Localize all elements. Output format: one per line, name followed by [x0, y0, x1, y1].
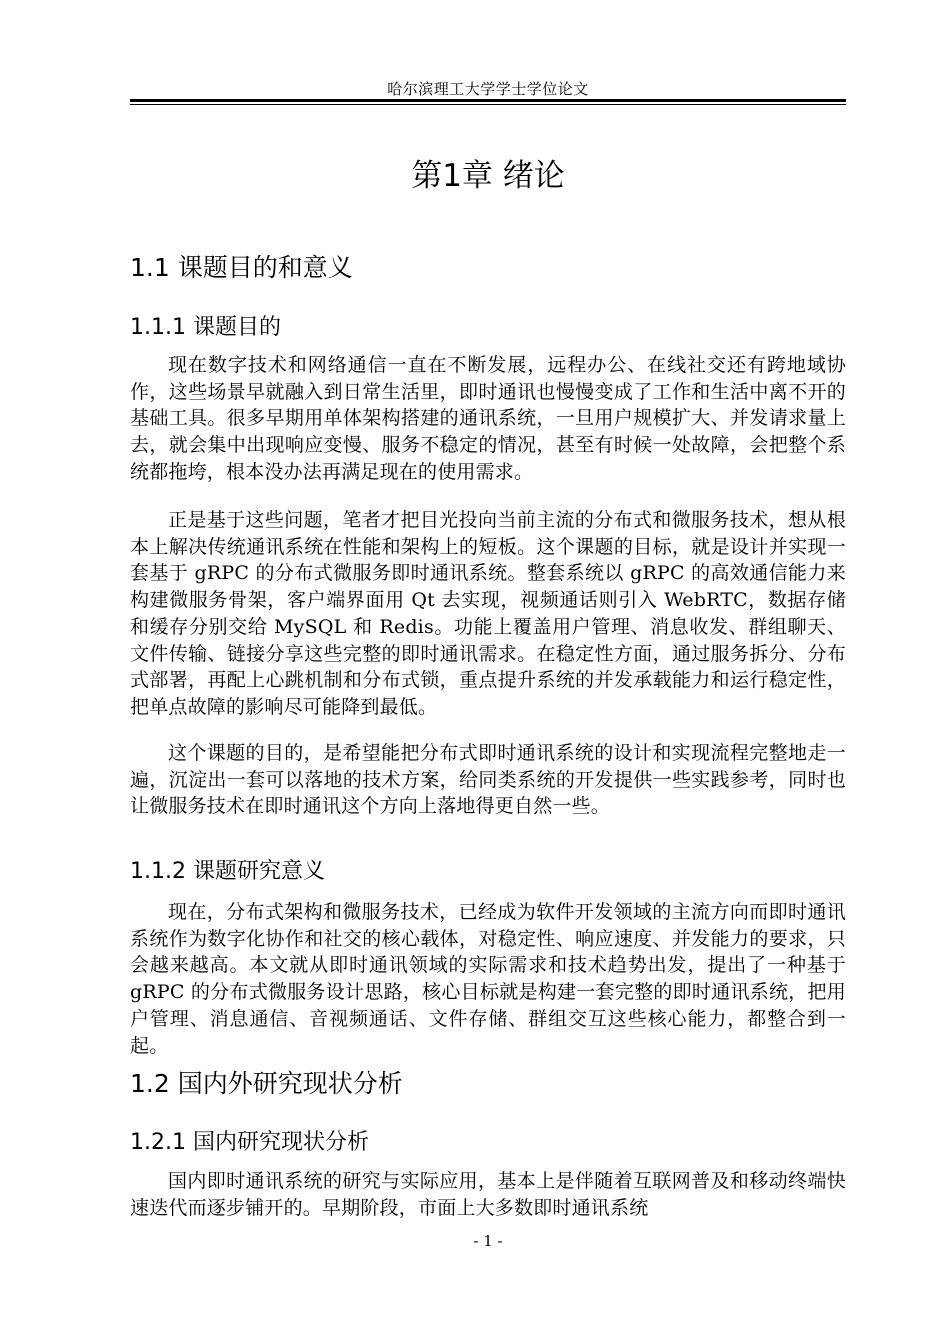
- section-heading-1-2: 1.2 国内外研究现状分析: [130, 1069, 403, 1098]
- paragraph-1-1-2-a: 现在，分布式架构和微服务技术，已经成为软件开发领域的主流方向而即时通讯系统作为数字化协作和社交的核心载体，对稳定性、响应速度、并发能力的要求，只会越来越高。本文就从即时通讯领域的实际需求和技术趋势出发，提出了一种基于 gRPC 的分布式微服务设计思路，核心目标就是构建一套完整的即时通讯系统，把用户管理、消息通信、音视频通话、文件存储、群组交互这些核心能力，都整合到一起。: [130, 901, 846, 1057]
- page-number: - 1 -: [473, 1232, 503, 1250]
- header-rule-thin: [130, 104, 846, 105]
- paragraph-1-1-1-a: 现在数字技术和网络通信一直在不断发展，远程办公、在线社交还有跨地域协作，这些场景早就融入到日常生活里，即时通讯也慢慢变成了工作和生活中离不开的基础工具。很多早期用单体架构搭建的通讯系统，一旦用户规模扩大、并发请求量上去，就会集中出现响应变慢、服务不稳定的情况，甚至有时候一处故障，会把整个系统都拖垮，根本没办法再满足现在的使用需求。: [130, 354, 846, 483]
- header-rule-thick: [130, 99, 846, 102]
- running-header: 哈尔滨理工大学学士学位论文: [387, 80, 589, 98]
- paragraph-1-1-1-b: 正是基于这些问题，笔者才把目光投向当前主流的分布式和微服务技术，想从根本上解决传统通讯系统在性能和架构上的短板。这个课题的目标，就是设计并实现一套基于 gRPC 的分布式微服务即时通讯系统。整套系统以 gRPC 的高效通信能力来构建微服务骨架，客户端界面用 Qt 去实现，视频通话则引入 WebRTC，数据存储和缓存分别交给 MySQL 和 Redis。功能上覆盖用户管理、消息收发、群组聊天、文件传输、链接分享这些完整的即时通讯需求。在稳定性方面，通过服务拆分、分布式部署，再配上心跳机制和分布式锁，重点提升系统的并发承载能力和运行稳定性，把单点故障的影响尽可能降到最低。: [130, 509, 846, 718]
- subsection-heading-1-1-1: 1.1.1 课题目的: [130, 315, 281, 340]
- paragraph-1-2-1-a: 国内即时通讯系统的研究与实际应用，基本上是伴随着互联网普及和移动终端快速迭代而逐步铺开的。早期阶段，市面上大多数即时通讯系统: [130, 1170, 846, 1219]
- chapter-title: 第1章 绪论: [411, 158, 565, 194]
- paragraph-1-1-1-c: 这个课题的目的，是希望能把分布式即时通讯系统的设计和实现流程完整地走一遍，沉淀出一套可以落地的技术方案，给同类系统的开发提供一些实践参考，同时也让微服务技术在即时通讯这个方向上落地得更自然一些。: [130, 742, 846, 818]
- subsection-heading-1-2-1: 1.2.1 国内研究现状分析: [130, 1130, 369, 1155]
- section-heading-1-1: 1.1 课题目的和意义: [130, 253, 353, 282]
- subsection-heading-1-1-2: 1.1.2 课题研究意义: [130, 859, 325, 884]
